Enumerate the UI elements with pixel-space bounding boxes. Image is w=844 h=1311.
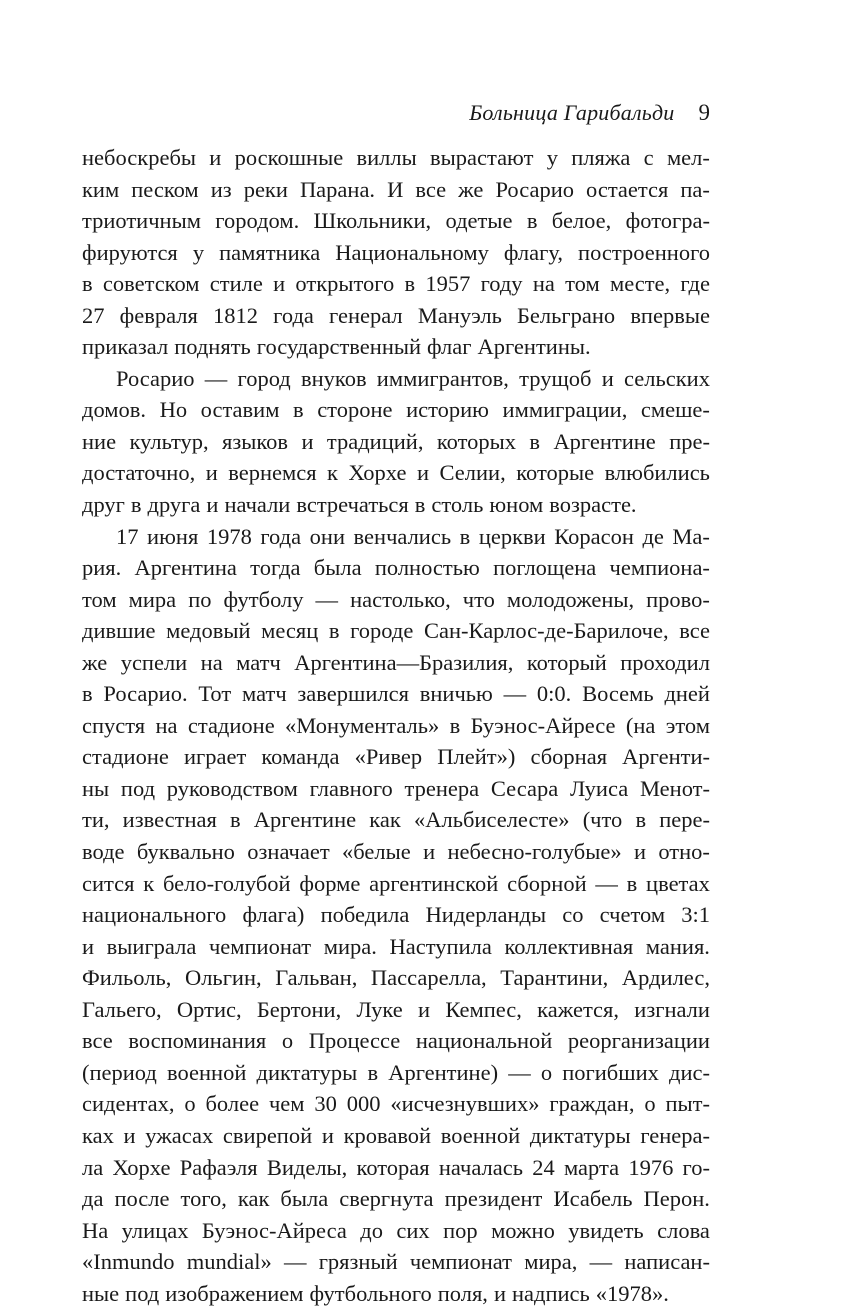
text-line: небоскребы и роскошные виллы вырастают у пляжа с мел- — [82, 145, 710, 170]
text-line: в советском стиле и открытого в 1957 году на том месте, где — [82, 271, 710, 297]
text-line: сидентах, о более чем 30 000 «исчезнувших» граждан, о пыт- — [82, 1091, 710, 1117]
text-line: «Inmundo mundial» — грязный чемпионат мира, — написан- — [82, 1249, 710, 1275]
text-line: Росарио — город внуков иммигрантов, трущоб и сельских — [116, 365, 710, 391]
text-line: ти, известная в Аргентине как «Альбиселесте» (что в пере- — [82, 807, 710, 833]
text-line: все воспоминания о Процессе национальной реорганизации — [82, 1028, 710, 1054]
running-head — [82, 98, 710, 128]
text-line: Гальего, Ортис, Бертони, Луке и Кемпес, кажется, изгнали — [82, 996, 710, 1022]
text-line: триотичным городом. Школьники, одетые в белое, фотогра- — [82, 208, 710, 234]
text-line: национального флага) победила Нидерланды со счетом 3:1 — [82, 902, 710, 928]
text-line: (период военной диктатуры в Аргентине) — о погибших дис- — [82, 1059, 710, 1085]
text-line: сится к бело-голубой форме аргентинской сборной — в цветах — [82, 870, 710, 896]
text-line: том мира по футболу — настолько, что молодожены, прово- — [82, 586, 710, 612]
text-line: Фильоль, Ольгин, Гальван, Пассарелла, Тарантини, Ардилес, — [82, 965, 710, 991]
text-line: да после того, как была свергнута президент Исабель Перон. — [82, 1186, 710, 1212]
page-number: 9 — [698, 100, 710, 125]
text-line: друг в друга и начали встречаться в столь юном возрасте. — [82, 492, 637, 518]
text-line: ние культур, языков и традиций, которых в Аргентине пре- — [82, 428, 710, 454]
text-line: ким песком из реки Парана. И все же Росарио остается па- — [82, 176, 710, 202]
running-title: Больница Гарибальди — [469, 100, 675, 125]
text-line: и выиграла чемпионат мира. Наступила коллективная мания. — [82, 933, 710, 959]
text-line: фируются у памятника Национальному флагу, построенного — [82, 239, 710, 265]
text-line: домов. Но оставим в стороне историю иммиграции, смеше- — [82, 397, 710, 423]
text-line: ках и ужасах свирепой и кровавой военной диктатуры генера- — [82, 1122, 710, 1148]
text-line: ла Хорхе Рафаэля Виделы, которая началась 24 марта 1976 го- — [82, 1154, 710, 1180]
text-line: приказал поднять государственный флаг Аргентины. — [82, 334, 591, 360]
text-line: 27 февраля 1812 года генерал Мануэль Бельграно впервые — [82, 302, 710, 328]
text-line: рия. Аргентина тогда была полностью поглощена чемпиона- — [82, 555, 710, 581]
text-line: На улицах Буэнос-Айреса до сих пор можно увидеть слова — [82, 1217, 710, 1243]
text-line: воде буквально означает «белые и небесно-голубые» и отно- — [82, 839, 710, 865]
text-line: спустя на стадионе «Монументаль» в Буэнос-Айресе (на этом — [82, 712, 710, 738]
text-line: же успели на матч Аргентина—Бразилия, который проходил — [82, 649, 710, 675]
text-line: ные под изображением футбольного поля, и надпись «1978». — [82, 1280, 669, 1306]
text-line: в Росарио. Тот матч завершился вничью — 0:0. Восемь дней — [82, 681, 710, 707]
body-text — [82, 142, 710, 1309]
text-line: дившие медовый месяц в городе Сан-Карлос-де-Барилоче, все — [82, 618, 710, 644]
text-line: 17 июня 1978 года они венчались в церкви Корасон де Ма- — [116, 523, 710, 549]
text-line: стадионе играет команда «Ривер Плейт») сборная Аргенти- — [82, 744, 710, 770]
text-line: ны под руководством главного тренера Сесара Луиса Менот- — [82, 775, 710, 801]
text-line: достаточно, и вернемся к Хорхе и Селии, которые влюбились — [82, 460, 710, 486]
